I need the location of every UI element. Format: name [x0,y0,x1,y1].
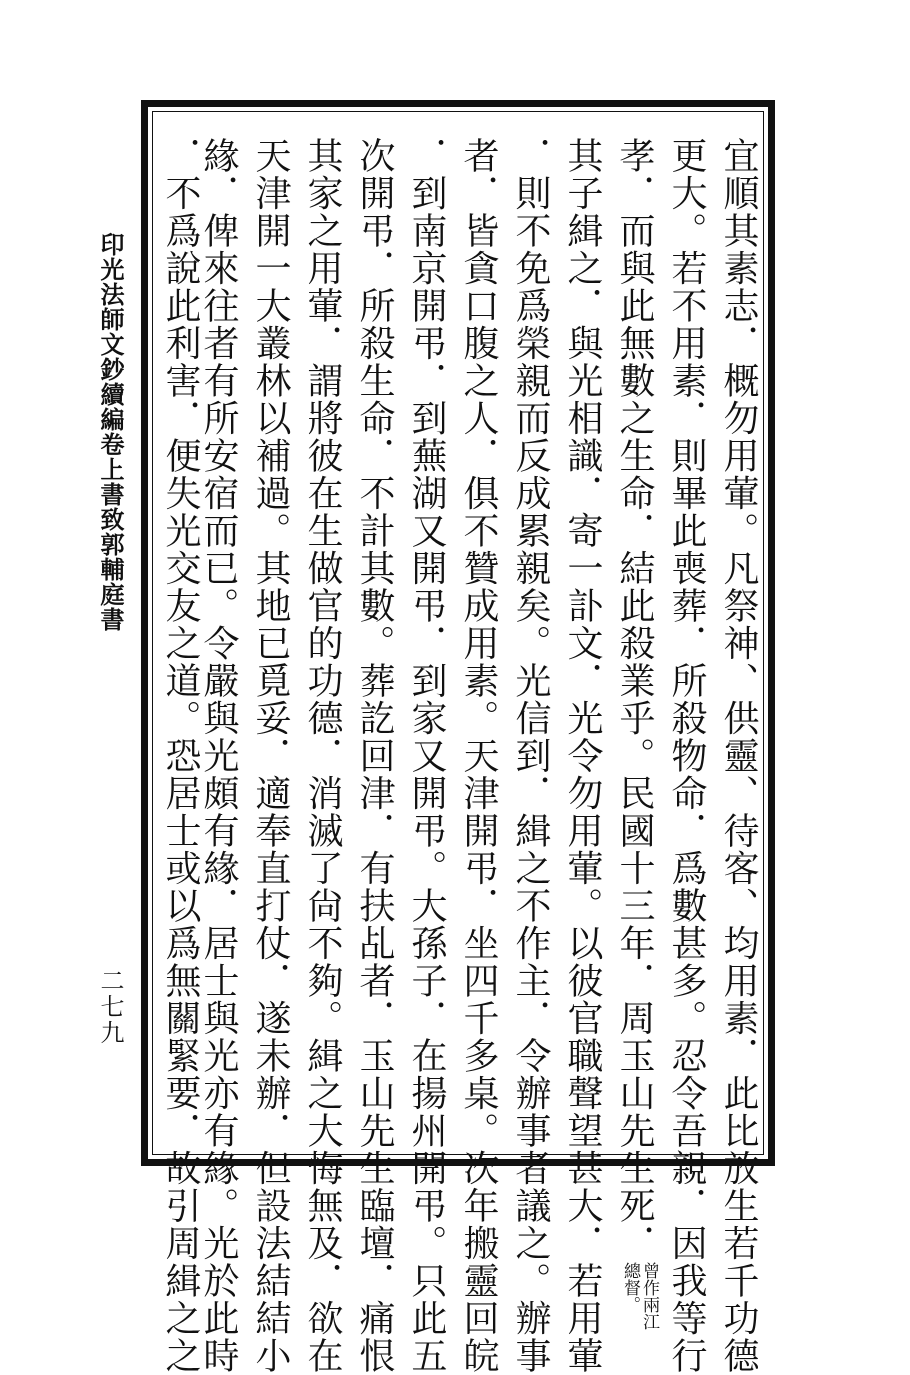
page-number: 二七九 [96,968,124,1046]
book-title: 印光法師文鈔續編卷上 [96,232,125,482]
letter-title: 致郭輔庭書 [96,507,125,632]
text-column-9: 其家之用葷．謂將彼在生做官的功德．消滅了尙不夠。緝之大悔無及．欲在 [302,137,343,1375]
text-column-3 [610,137,659,1330]
text-column-10: 天津開一大叢林以補過。其地已覓妥．適奉直打仗．遂未辦．但設法結結小 [250,137,291,1375]
text-column-8: 次開弔．所殺生命．不計其數。葬訖回津．有扶乩者．玉山先生臨壇．痛恨 [354,137,395,1375]
text-column-2: 更大。若不用素．則畢此喪葬．所殺物命．爲數甚多。忍令吾親．因我等行 [666,137,707,1375]
text-column-5: ．則不免爲榮親而反成累親矣。光信到．緝之不作主．令辦事者議之。辦事 [510,137,551,1375]
text-column-12: ．不爲說此利害．便失光交友之道。恐居士或以爲無關緊要．故引周緝之之 [160,137,201,1375]
text-column-4: 其子緝之．與光相識．寄一訃文．光令勿用葷。以彼官職聲望甚大．若用葷 [562,137,603,1375]
text-column-11: 緣．俾來往者有所安宿而已。令嚴與光頗有緣．居士與光亦有緣。光於此時 [198,137,239,1375]
margin-header [94,232,126,652]
interlinear-note: 曾作兩江總督。 [620,1262,659,1330]
text-column-3-main: 孝．而與此無數之生命．結此殺業乎。民國十三年．周玉山先生死． [614,137,655,1262]
text-column-6: 者．皆貪口腹之人．俱不贊成用素。天津開弔．坐四千多桌。次年搬靈回皖 [458,137,499,1375]
text-column-1: 宜順其素志．概勿用葷。凡祭神、供靈、待客、均用素．此比放生若千功德 [718,137,759,1375]
section-label: 書 [96,482,125,507]
text-column-7: ．到南京開弔．到蕪湖又開弔．到家又開弔。大孫子．在揚州開弔。只此五 [406,137,447,1375]
